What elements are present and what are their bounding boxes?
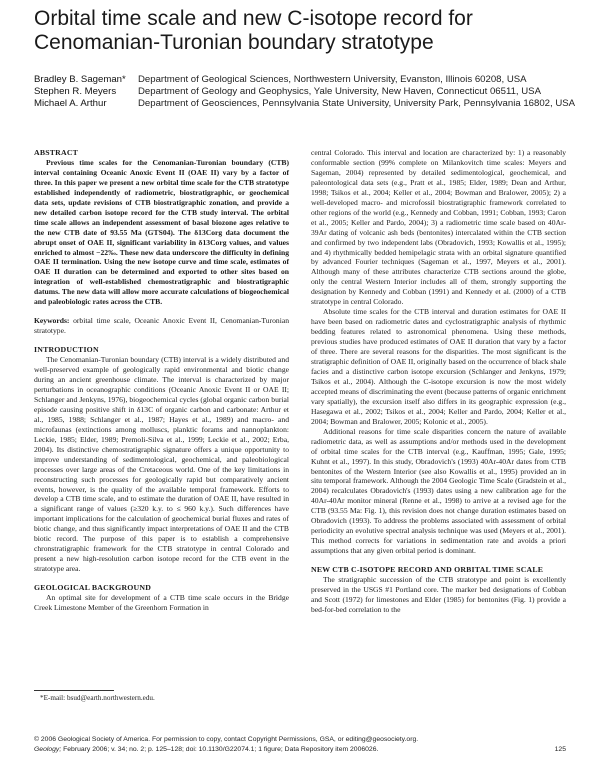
keywords-text: orbital time scale, Oceanic Anoxic Event II, Cenomanian-Turonian stratotype. xyxy=(34,316,289,336)
author-name: Stephen R. Meyers xyxy=(34,86,117,97)
page-number: 125 xyxy=(554,745,566,753)
author-affiliation: Department of Geological Sciences, Northwestern University, Evanston, Illinois 60208, USA xyxy=(138,74,527,85)
body-paragraph: central Colorado. This interval and location are characterized by: 1) a reasonably conformable section (99% complete on Milankovitch time scales: Meyers and Sageman, 2004) represented by detailed sedimentological, geochemical, and paleontological data sets (e.g., Pratt et al., 1985; Elder, 1989; Dean and Arthur, 1998; Tsikos et al., 2004; Keller et al., 2004; Bowman and Bralower, 2005); 2) a well-developed macro- and microfossil biostratigraphic framework correlated to other regions of the world (e.g., Kennedy and Cobban, 1991; Cobban, 1993; Caron et al., 2005; Keller and Pardo, 2004); 3) a radiometric time scale based on 40Ar-39Ar dating of volcanic ash beds (bentonites) intercalated within the CTB section and confirmed by two independent labs (Obradovich, 1993; Kowallis et al., 1995); and 4) rhythmically bedded hemipelagic strata with an orbital signature quantified by advanced Fourier techniques (Sageman et al., 1997, Meyers et al., 2001). Although many of these attributes characterize CTB sections around the globe, only the central Western Interior includes all of them, strongly supporting the designation by Kennedy and Cobban (1991) and Kennedy et al. (2000) of a CTB stratotype in central Colorado. xyxy=(311,148,566,307)
body-paragraph: Additional reasons for time scale disparities concern the nature of available radiometric data, as well as assumptions and/or methods used in the development of orbital time scales for the CTB interval (e.g., Kauffman, 1995; Gale, 1995; Kuhnt et al., 1997). In this study, Obradovich's (1993) 40Ar-40Ar dates from CTB bentonites of the Western Interior (see also Kowallis et al., 1995) provided an in situ temporal framework. Although the 2004 Geologic Time Scale (Gradstein et al., 2004) recalculates Obradovich's (1993) dates using a new calibration age for the 40Ar-40Ar monitor mineral (Renne et al., 1998) to arrive at a revised age for the CTB (93.55 Ma: Fig. 1), this revision does not change duration estimates based on Obradovich (1993). To address the problems associated with assessment of orbital periodicity an evolutive spectral analysis technique was used (Meyers et al., 2001). This method corrects for variations in sedimentation rate and avoids a priori assumptions that any given orbital period is dominant. xyxy=(311,426,566,556)
body-paragraph: The stratigraphic succession of the CTB stratotype and point is excellently preserved in the USGS #1 Portland core. The marker bed designations of Cobban and Scott (1972) for limestones and Elder (1985) for bentonites (Fig. 1) provide a bed-for-bed correlation to the xyxy=(311,575,566,614)
author-name: Bradley B. Sageman* xyxy=(34,74,126,85)
author-name: Michael A. Arthur xyxy=(34,98,107,109)
keywords xyxy=(34,316,289,336)
journal-name: Geology; xyxy=(34,745,62,753)
geological-background-heading: GEOLOGICAL BACKGROUND xyxy=(34,583,152,593)
keywords-label: Keywords: xyxy=(34,316,70,326)
citation-details: February 2006; v. 34; no. 2; p. 125–128; doi: 10.1130/G22074.1; 1 figure; Data Repository item 2006026. xyxy=(63,745,379,753)
introduction-text: The Cenomanian-Turonian boundary (CTB) interval is a widely distributed and well-preserved example of geologically rapid environmental and biotic change during an ancient greenhouse climate. The interval is characterized by major perturbations in oceanographic conditions (Oceanic Anoxic Event II or OAE II; Schlanger and Jenkyns, 1976), biogeochemical cycles (global organic carbon burial episode causing positive shift in δ13C of organic carbon and carbonate: Arthur et al., 1985, 1988; Schlanger et al., 1987; Hayes et al., 1989) and macro- and microfaunas (extinctions among molluscs, planktic forams and nannoplankton: Leckie, 1985; Elder, 1989; Premoli-Silva et al., 1999; Leckie et al., 2002; Erba, 2004). Its distinctive chemostratigraphic signature offers a unique opportunity to improve understanding of sedimentological, geochemical, and paleobiological processes over large areas of the Cretaceous world. One of the key limitations in reconstructing such processes for geologically rapid but comparatively ancient events, however, is the quality of the available temporal framework. Efforts to develop a CTB time scale, and to estimate the duration of OAE II, have resulted in a significant range of values (≥320 k.y. to ≤ 960 k.y.). Such differences have important implications for the calculation of geochemical burial fluxes and rates of biotic change, and thus significantly impact interpretations of OAE II and the CTB biotic record. The purpose of this paper is to establish a comprehensive chronstratigraphic framework for the CTB stratotype in central Colorado and present a new high-resolution carbon isotope record for the CTB event in the stratotype area. xyxy=(34,355,289,574)
abstract-text: Previous time scales for the Cenomanian-Turonian boundary (CTB) interval containing Oceanic Anoxic Event II (OAE II) vary by a factor of three. In this paper we present a new orbital time scale for the CTB stratotype established independently of radiometric, biostratigraphic, or geochemical data sets, update revisions of CTB biostratigraphic zonation, and provide a new detailed carbon isotope record for the CTB study interval. The orbital time scale allows an independent assessment of basal biozone ages relative to the new CTB date of 93.55 Ma (GTS04). The δ13Corg data document the abrupt onset of OAE II, significant variability in δ13Corg values, and values enriched to almost −22‰. These new data underscore the difficulty in defining OAE II termination. Using the new isotope curve and time scale, estimates of OAE II duration can be determined and exported to other sites based on integration of well-established chemostratigraphic and biostratigraphic datums. The new data will allow more accurate calculations of biogeochemical and paleobiologic rates across the CTB. xyxy=(34,157,289,307)
author-affiliation: Department of Geosciences, Pennsylvania State University, University Park, Pennsylvania 16802, USA xyxy=(138,98,576,109)
author-affiliation: Department of Geology and Geophysics, Yale University, New Haven, Connecticut 06511, USA xyxy=(138,86,541,97)
introduction-heading: INTRODUCTION xyxy=(34,345,99,355)
abstract-heading: ABSTRACT xyxy=(34,148,79,157)
author-row xyxy=(34,98,575,110)
author-row xyxy=(34,86,541,98)
copyright-line: © 2006 Geological Society of America. For permission to copy, contact Copyright Permissions, GSA, or editing@geosociety.org. xyxy=(34,736,419,743)
footnote: *E-mail: bsud@earth.northwestern.edu. xyxy=(40,694,155,702)
left-column xyxy=(34,148,289,613)
body-paragraph: Absolute time scales for the CTB interval and duration estimates for OAE II have been based on radiometric dates and cyclostratigraphic analysis of rhythmic bedding features related to astronomical phenomena. Using these methods, previous studies have produced estimates of OAE II duration that vary by a factor of three. There are several reasons for the disparities. The most significant is the stratigraphic definition of OAE II, originally based on the occurrence of black shale facies and a distinctive carbon isotope excursion (Schlanger and Jenkyns, 1979; Tsikos et al., 2004). Although the C-isotope excursion is now the most widely accepted means of discriminating the event (because patterns of organic enrichment vary spatially), the excursion itself also differs in its geographic expression (e.g., Hasegawa et al., 2002; Tsikos et al., 2004; Keller and Pardo, 2004; Keller et al., 2004; Bowman and Bralower, 2005; Kolonic et al., 2005). xyxy=(311,307,566,426)
paper-title: Orbital time scale and new C-isotope record for Cenomanian-Turonian boundary stratotype xyxy=(34,7,473,54)
citation-line xyxy=(34,745,566,755)
section-heading: NEW CTB C-ISOTOPE RECORD AND ORBITAL TIME SCALE xyxy=(311,565,544,575)
geological-background-text: An optimal site for development of a CTB time scale occurs in the Bridge Creek Limestone Member of the Greenhorn Formation in xyxy=(34,593,289,612)
page-footer xyxy=(34,735,566,754)
author-row xyxy=(34,74,527,86)
right-column xyxy=(311,148,566,615)
footnote-rule xyxy=(34,690,114,691)
